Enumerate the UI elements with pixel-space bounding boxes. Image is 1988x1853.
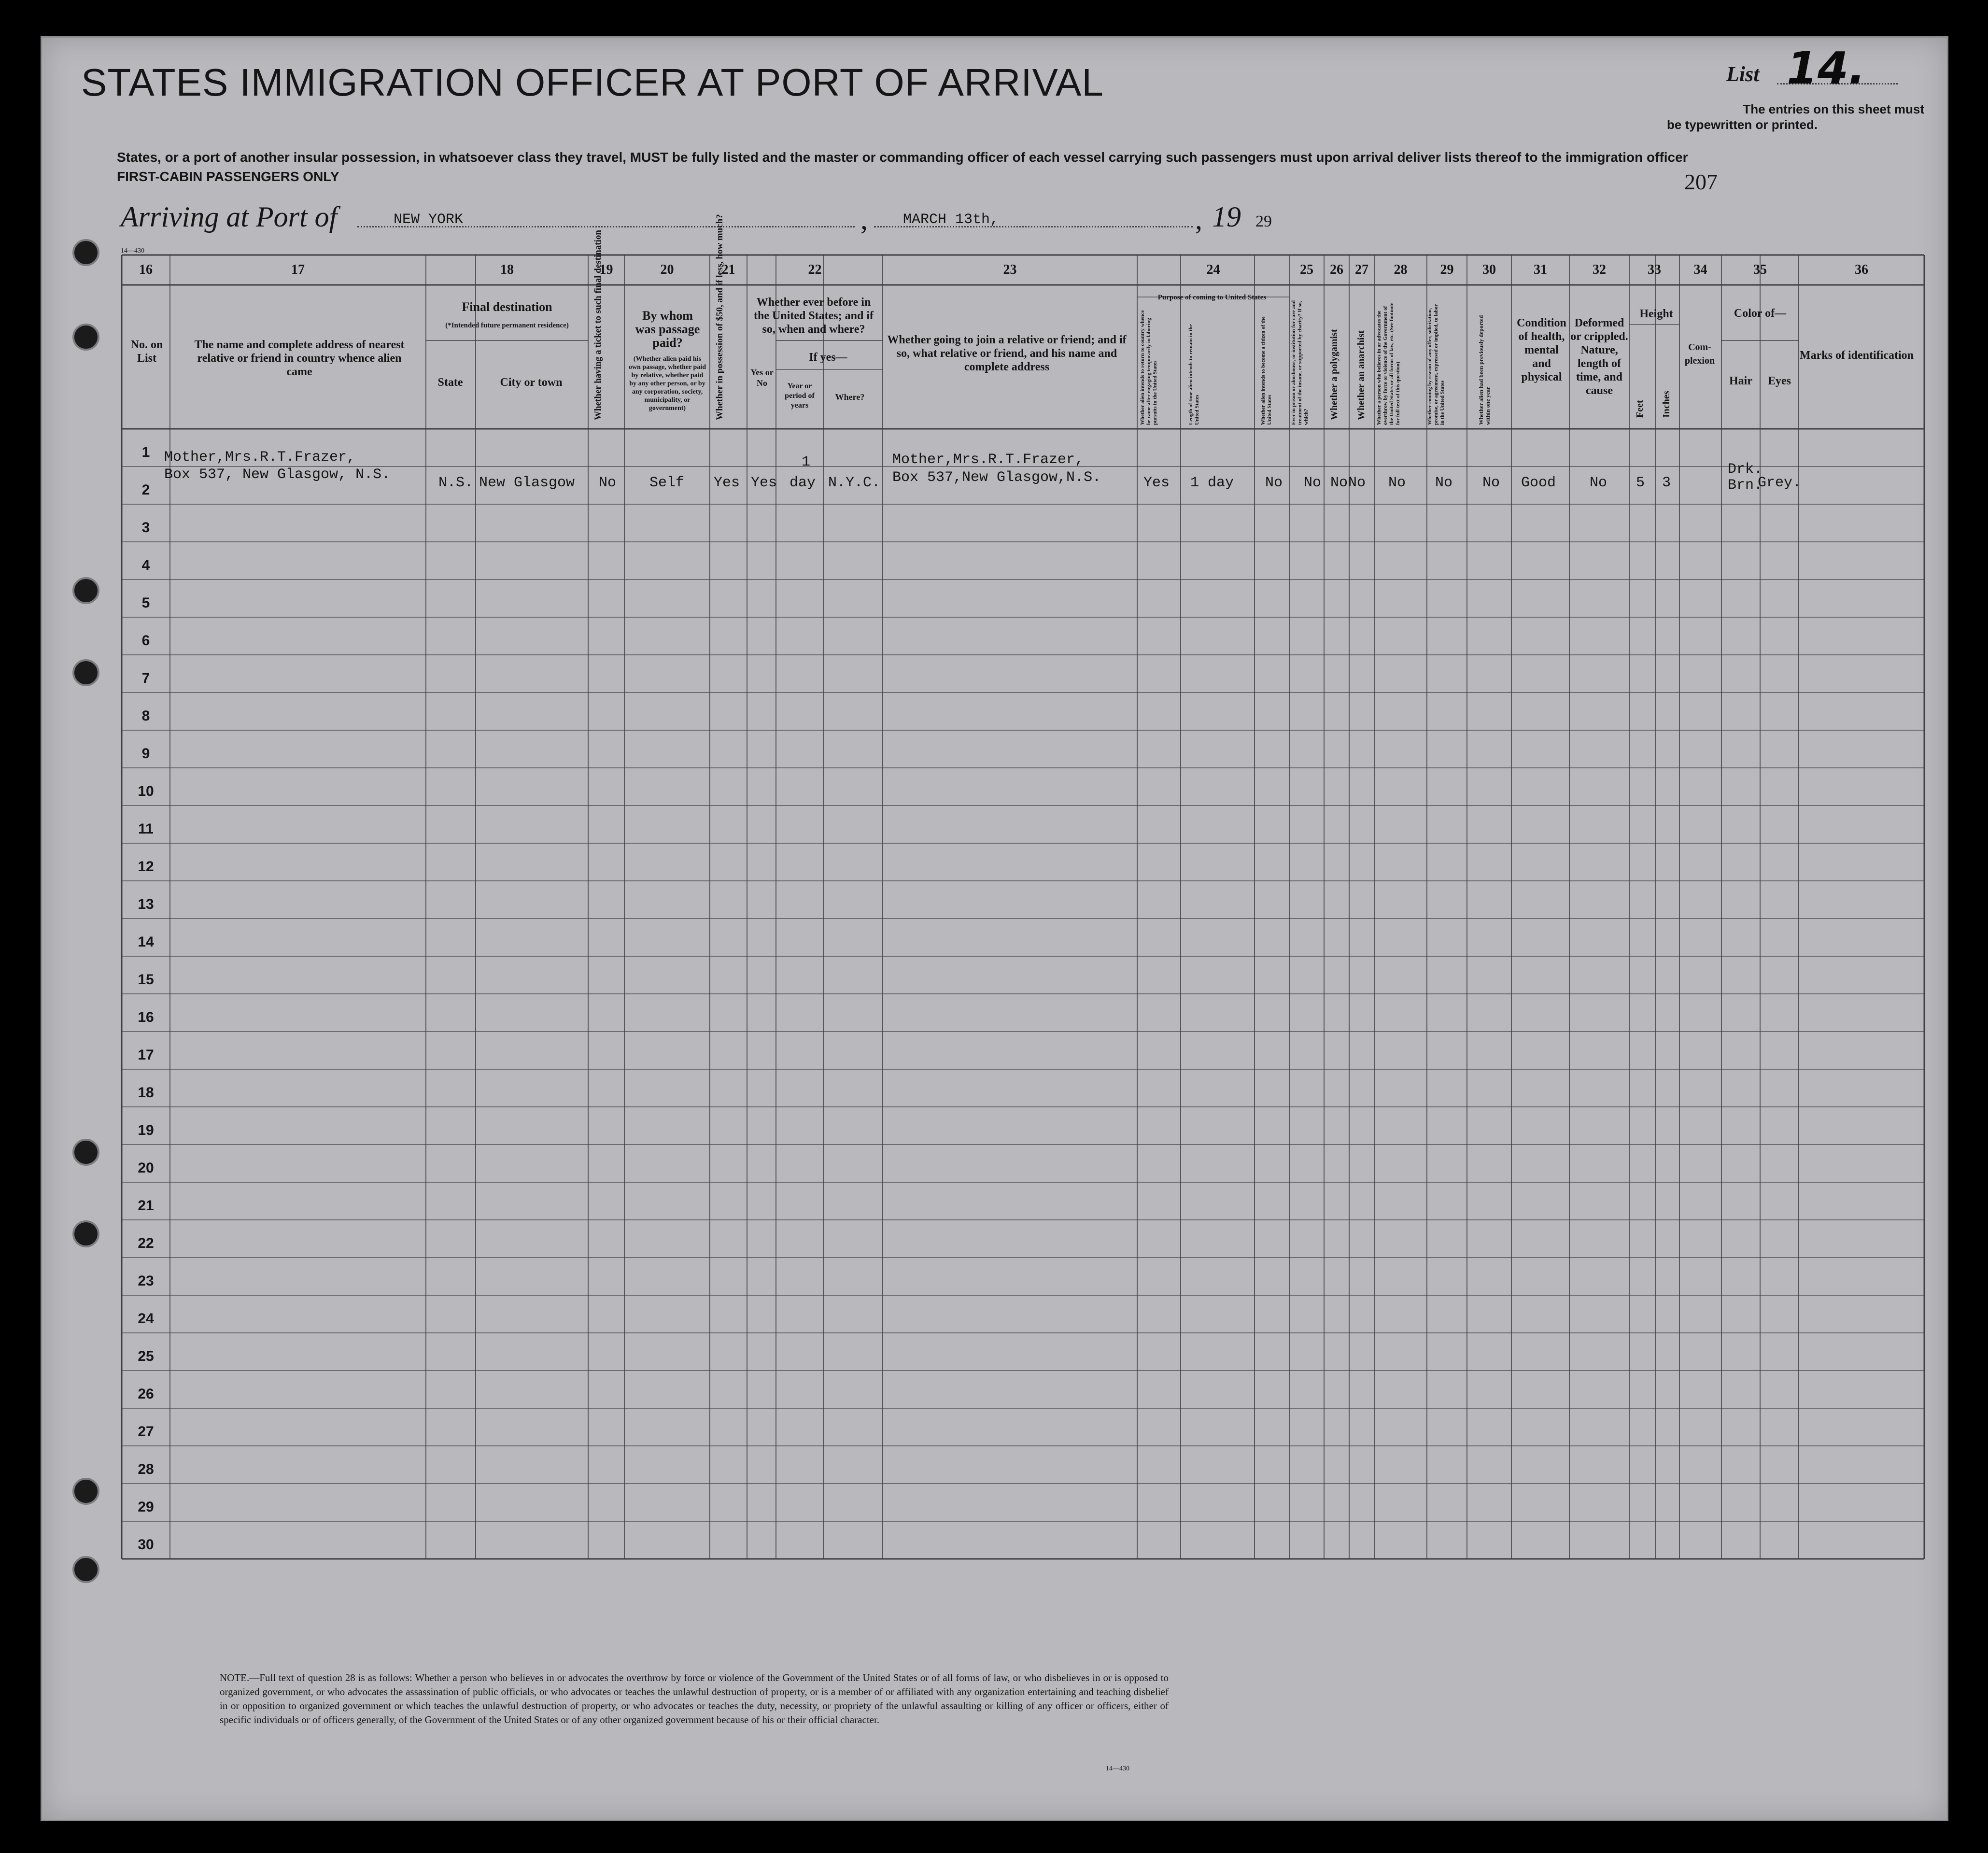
column-number: 31: [1534, 262, 1547, 277]
list-label: List: [1726, 62, 1760, 86]
row-number: 19: [138, 1122, 154, 1138]
header-prison: Ever in prison or almshouse, or institution for care and treatment of the insane, or supported by charity? If so, which?: [1291, 300, 1309, 425]
header-state: State: [437, 376, 463, 389]
header-passage-paid-note: (Whether alien paid his own passage, whether paid by relative, whether paid by any other person, or by any corporation, society, municipality, or government): [629, 355, 706, 412]
row-number: 25: [138, 1348, 154, 1364]
row-number: 5: [141, 595, 150, 611]
comma: ,: [1195, 203, 1202, 235]
cell-deformed: No: [1590, 475, 1607, 491]
header-complexion: Com-plexion: [1684, 342, 1715, 366]
cell-join-line-2: Box 537,New Glasgow,N.S.: [892, 469, 1101, 486]
column-number: 36: [1855, 262, 1868, 277]
column-number: 26: [1330, 262, 1343, 277]
column-number: 20: [660, 262, 674, 277]
header-year-period: Year or period of years: [785, 382, 815, 410]
cell-join-line-1: Mother,Mrs.R.T.Frazer,: [892, 452, 1084, 468]
column-number: 18: [500, 262, 514, 277]
column-number: 35: [1753, 262, 1767, 277]
column-number: 24: [1206, 262, 1220, 277]
cell-relative-line-1: Mother,Mrs.R.T.Frazer,: [164, 449, 356, 466]
header-inches: Inches: [1661, 391, 1672, 418]
cell-before-period-2: day: [790, 475, 816, 491]
header-polygamist: Whether a polygamist: [1329, 329, 1339, 420]
notice-line-1: States, or a port of another insular possession, in whatsoever class they travel, MUST be fully listed and the master or commanding officer of each vessel carrying such passengers must upon arrival deliver lists thereof to the immigration officer: [117, 150, 1688, 165]
header-purpose: Purpose of coming to United States: [1157, 294, 1267, 301]
header-health: Condition of health, mental and physical: [1517, 317, 1566, 383]
row-number: 4: [141, 557, 150, 573]
list-number: 14.: [1787, 42, 1865, 94]
cell-return-intent: Yes: [1143, 475, 1170, 491]
row-number: 22: [138, 1235, 154, 1251]
header-final-destination-note: (*Intended future permanent residence): [445, 322, 569, 329]
cell-before-yes-no: Yes: [751, 475, 777, 491]
form-code: 14—430: [121, 247, 144, 255]
cell-before-where: N.Y.C.: [828, 475, 881, 491]
cell-citizen-intent: No: [1265, 475, 1283, 491]
header-no-on-list: No. on List: [130, 339, 163, 365]
cell-eyes: Grey.: [1758, 475, 1802, 491]
column-number: 21: [721, 262, 735, 277]
header-ticket: Whether having a ticket to such final destination: [593, 230, 603, 420]
header-join-relative: Whether going to join a relative or friend; and if so, what relative or friend, and his name and complete address: [887, 334, 1127, 373]
cell-hair-line-1: Drk.: [1728, 461, 1763, 478]
cell-city: New Glasgow: [479, 475, 575, 491]
row-number: 30: [138, 1537, 154, 1553]
footnote: NOTE.—Full text of question 28 is as follows: Whether a person who believes in or advocates the overthrow by force or violence of the Government of the United States or of all forms of law, or who disbelieves in or is opposed to organized government, or who advocates the assassination of public officials, or who advocates or teaches the unlawful destruction of property, or is a member of or affiliated with any organization entertaining and teaching disbelief in or opposition to organized government or which teaches the unlawful destruction of property, or who advocates or teaches the duty, necessity, or propriety of the unlawful assaulting or killing of any officer or officers, either of specific individuals or of officers generally, of the Government of the United States or of any other organized government because of his or their official character.: [220, 1672, 1169, 1726]
row-number: 16: [138, 1009, 154, 1025]
comma: ,: [860, 203, 868, 235]
header-overthrow: Whether a person who believes in or advocates the overthrow by force or violence of the Government of the United States or all forms of law, etc. (See footnote for full text of this question): [1376, 302, 1401, 425]
header-where: Where?: [835, 392, 865, 402]
page-title: STATES IMMIGRATION OFFICER AT PORT OF ARRIVAL: [81, 61, 1104, 104]
column-number: 25: [1300, 262, 1313, 277]
row-number: 2: [141, 482, 150, 498]
header-yes-no: Yes or No: [750, 368, 774, 388]
row-number: 23: [138, 1273, 154, 1289]
row-number: 9: [141, 746, 150, 762]
cell-labor-offer: No: [1435, 475, 1453, 491]
date-value: MARCH 13th,: [903, 212, 999, 228]
row-number: 24: [138, 1311, 154, 1327]
cell-hair-line-2: Brn.: [1728, 477, 1763, 494]
column-number: 34: [1693, 262, 1707, 277]
header-nearest-relative: The name and complete address of nearest relative or friend in country whence alien came: [194, 339, 405, 378]
cell-polygamist: No: [1330, 475, 1348, 491]
column-number: 16: [139, 262, 153, 277]
sheet-number: 207: [1684, 170, 1718, 194]
header-purpose-length: Length of time alien intends to remain in the United States: [1188, 324, 1200, 425]
column-number: 23: [1003, 262, 1017, 277]
list-note-line-1: The entries on this sheet must: [1743, 102, 1924, 116]
header-color-of: Color of—: [1734, 307, 1787, 320]
row-number: 7: [141, 670, 150, 686]
header-city: City or town: [500, 376, 563, 389]
header-height: Height: [1639, 308, 1673, 320]
footnote-code: 14—430: [1106, 1765, 1129, 1772]
cell-deported: No: [1482, 475, 1500, 491]
cell-length-of-stay: 1 day: [1190, 475, 1234, 491]
row-number: 1: [141, 444, 150, 460]
cell-possession: Yes: [714, 475, 740, 491]
header-purpose-return: Whether alien intends to return to country whence he came after engaging temporarily in laboring pursuits in the United States: [1140, 310, 1158, 425]
row-number: 28: [138, 1461, 154, 1477]
column-number: 27: [1355, 262, 1368, 277]
row-number: 15: [138, 972, 154, 988]
row-number: 14: [138, 934, 154, 950]
cell-prison: No: [1304, 475, 1322, 491]
port-value: NEW YORK: [394, 212, 464, 228]
cell-health: Good: [1521, 475, 1556, 491]
header-feet: Feet: [1635, 400, 1645, 418]
row-number: 3: [141, 520, 150, 536]
cell-inches: 3: [1662, 475, 1671, 491]
column-number: 32: [1593, 262, 1606, 277]
cell-anarchist: No: [1348, 475, 1366, 491]
column-number: 22: [808, 262, 822, 277]
row-number: 17: [138, 1047, 154, 1063]
cell-relative-line-2: Box 537, New Glasgow, N.S.: [164, 467, 391, 483]
row-number: 13: [138, 896, 154, 912]
row-number: 26: [138, 1386, 154, 1402]
header-if-yes: If yes—: [809, 351, 847, 364]
year-suffix: 29: [1255, 212, 1272, 230]
header-deformed: Deformed or crippled. Nature, length of time, and cause: [1570, 317, 1628, 397]
row-number: 8: [141, 708, 150, 724]
header-eyes: Eyes: [1768, 375, 1791, 387]
row-number: 27: [138, 1424, 154, 1440]
list-note-line-2: be typewritten or printed.: [1667, 117, 1818, 132]
row-number: 18: [138, 1085, 154, 1101]
header-final-destination: Final destination: [462, 300, 552, 314]
column-number: 19: [599, 262, 613, 277]
header-passage-paid: By whom was passage paid?: [635, 309, 700, 350]
notice-line-2: FIRST-CABIN PASSENGERS ONLY: [117, 169, 339, 184]
row-number: 10: [138, 783, 154, 799]
cell-state: N.S.: [438, 475, 474, 491]
header-labor-offer: Whether coming by reason of any offer, solicitation, promise, or agreement, expressed or implied, to labor in the United States: [1427, 304, 1445, 425]
row-number: 20: [138, 1160, 154, 1176]
row-number: 6: [141, 633, 150, 649]
column-number: 29: [1440, 262, 1454, 277]
cell-overthrow: No: [1388, 475, 1406, 491]
header-deported: Whether alien had been previously deported within one year: [1478, 315, 1491, 425]
header-before-us: Whether ever before in the United States; and if so, when and where?: [753, 296, 874, 336]
row-number: 21: [138, 1198, 154, 1214]
cell-paid-by: Self: [649, 475, 685, 491]
port-label: Arriving at Port of: [121, 201, 338, 233]
cell-ticket: No: [599, 475, 617, 491]
year-prefix: 19: [1212, 201, 1241, 233]
header-purpose-citizen: Whether alien intends to become a citizen of the United States: [1260, 316, 1272, 425]
column-number: 30: [1482, 262, 1496, 277]
column-number: 28: [1394, 262, 1408, 277]
header-hair: Hair: [1729, 375, 1752, 387]
row-number: 12: [138, 859, 154, 875]
header-marks: Marks of identification: [1800, 349, 1914, 362]
cell-before-period-1: 1: [802, 454, 811, 470]
header-possession: Whether in possession of $50, and if less, how much?: [715, 214, 725, 420]
column-number: 17: [291, 262, 305, 277]
cell-feet: 5: [1636, 475, 1645, 491]
header-anarchist: Whether an anarchist: [1356, 330, 1367, 420]
row-number: 29: [138, 1499, 154, 1515]
row-number: 11: [138, 821, 154, 837]
column-number: 33: [1648, 262, 1661, 277]
